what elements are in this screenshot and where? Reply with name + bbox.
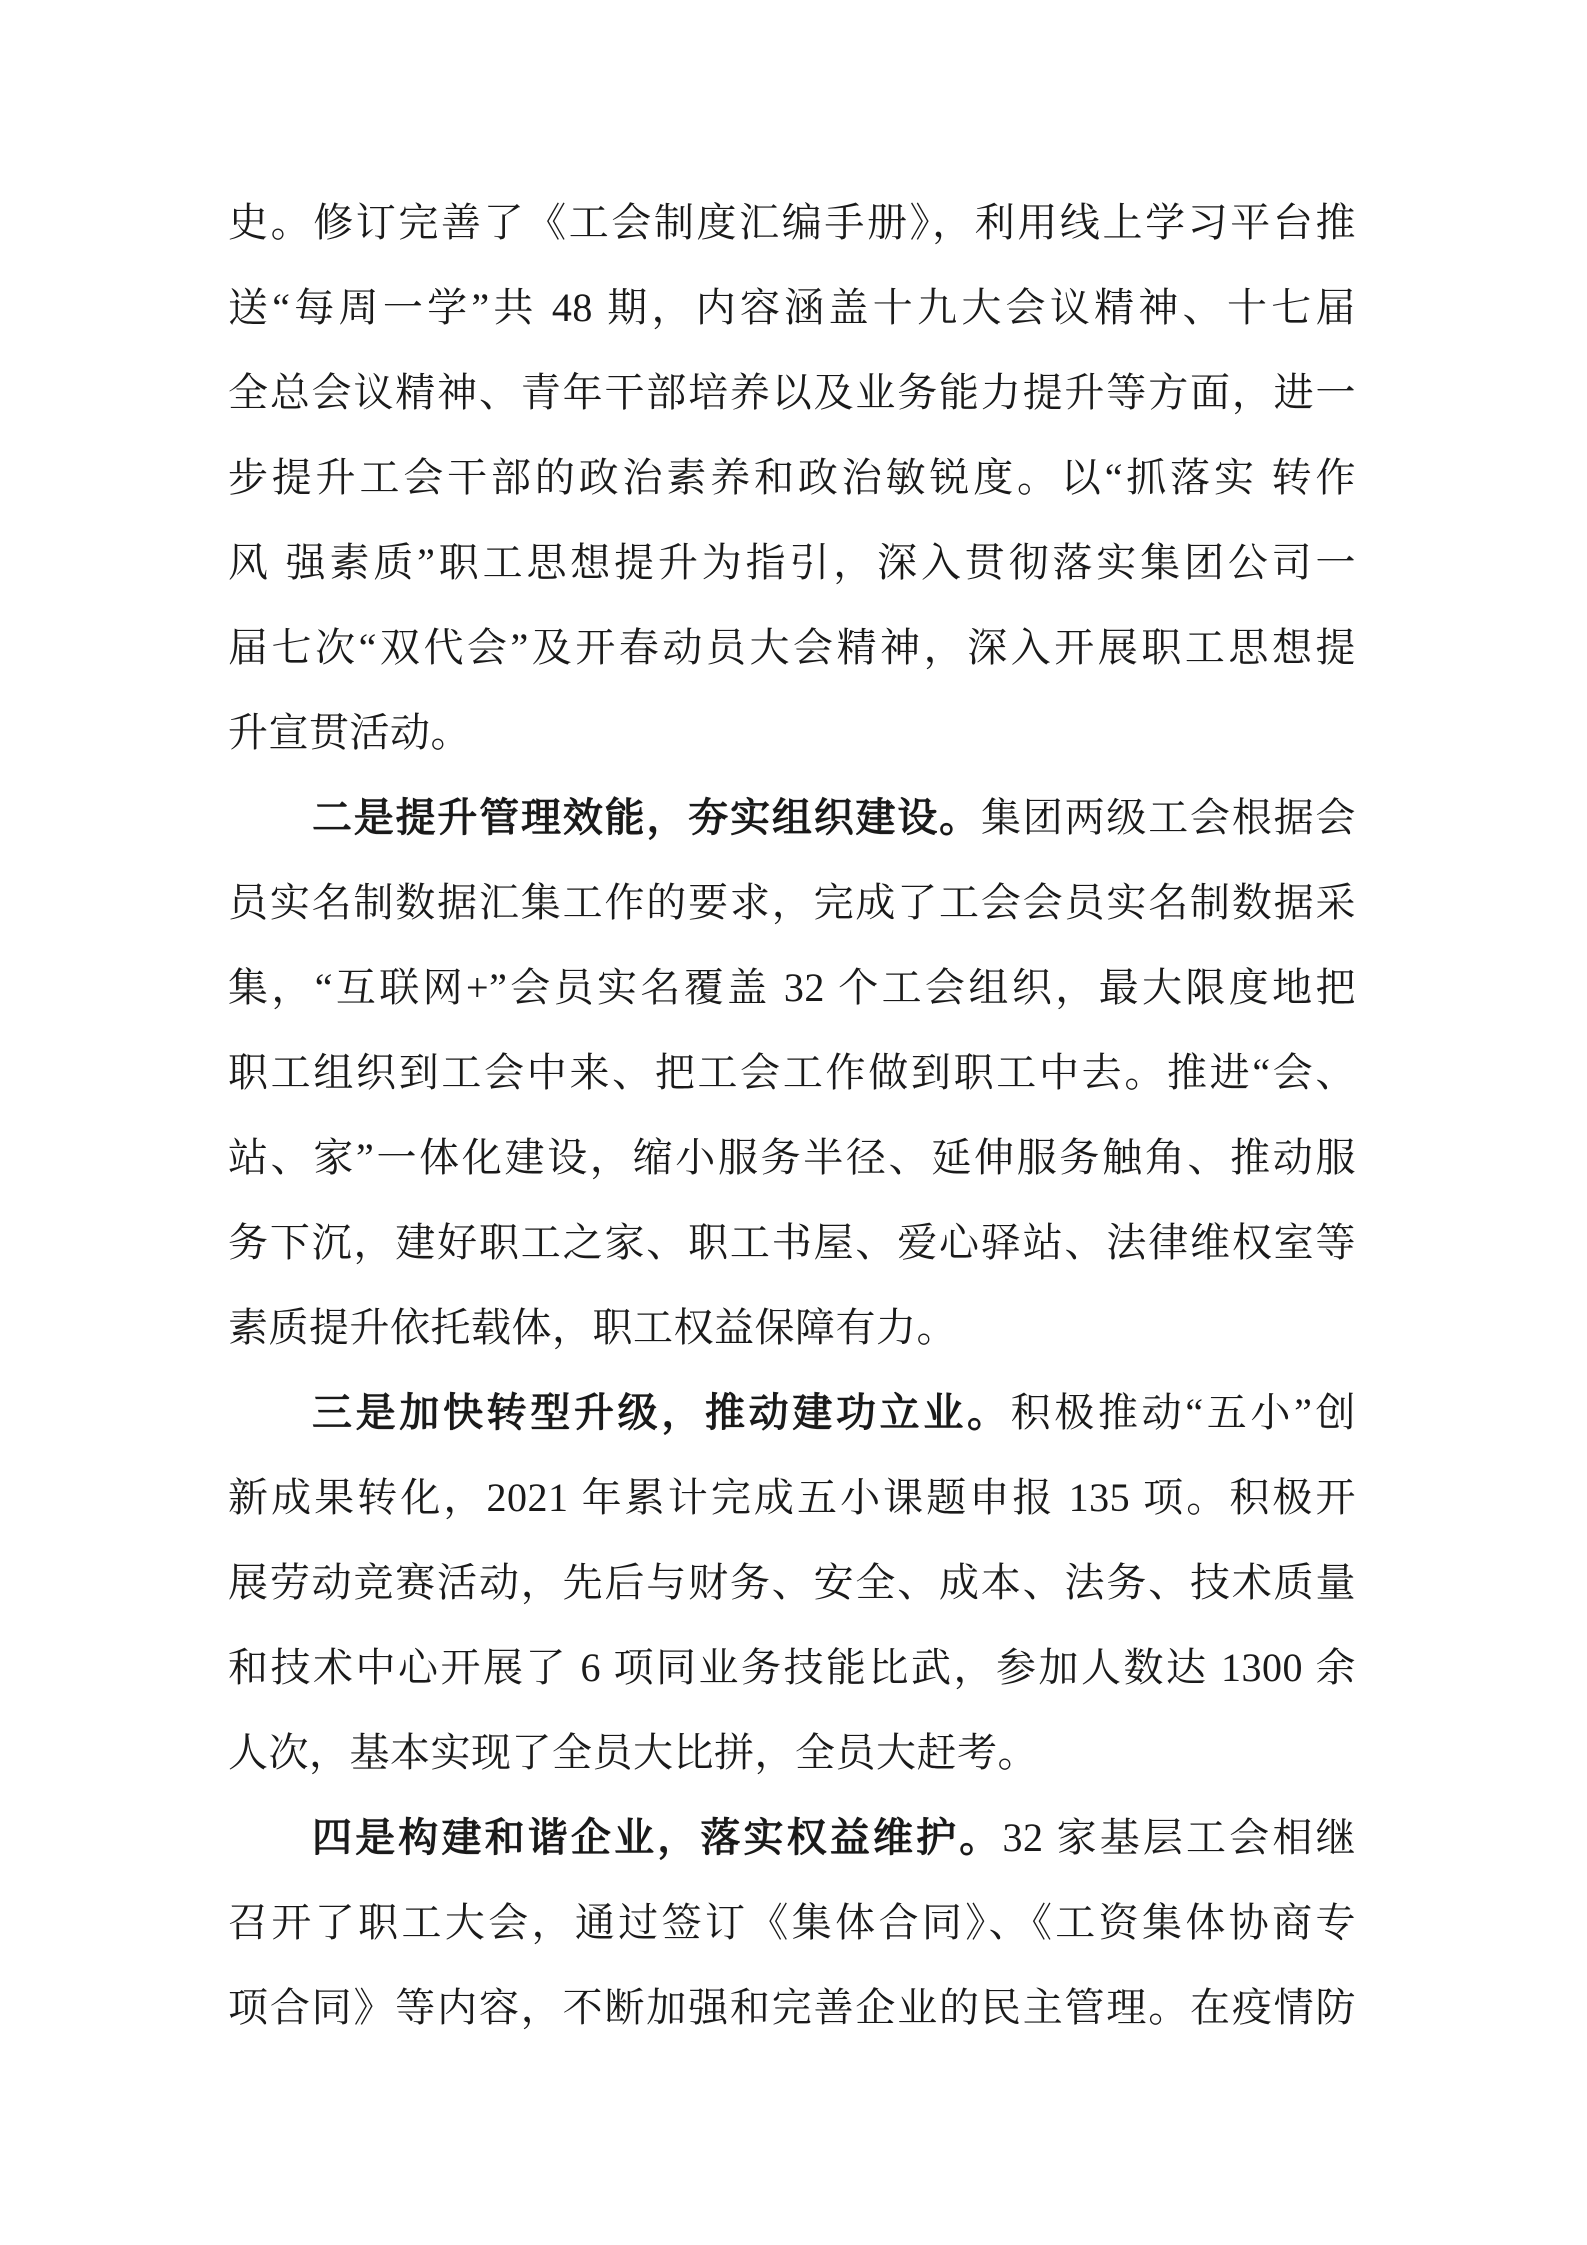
paragraph-lead-bold: 四是构建和谐企业，落实权益维护。 bbox=[312, 1815, 1003, 1860]
text-line bbox=[228, 775, 1356, 860]
text-line bbox=[228, 1455, 1356, 1540]
paragraph-text: 升宣贯活动。 bbox=[228, 710, 471, 755]
text-line bbox=[228, 1710, 1356, 1795]
text-line bbox=[228, 265, 1356, 350]
text-line bbox=[228, 690, 1356, 775]
document-body bbox=[228, 180, 1356, 2050]
paragraph-text: 步提升工会干部的政治素养和政治敏锐度。以“抓落实 转作 bbox=[228, 455, 1356, 500]
paragraph-text: 积极推动“五小”创 bbox=[1010, 1390, 1356, 1435]
text-line bbox=[228, 520, 1356, 605]
paragraph-text: 和技术中心开展了 6 项同业务技能比武，参加人数达 1300 余 bbox=[228, 1645, 1356, 1690]
paragraph-text: 站、家”一体化建设，缩小服务半径、延伸服务触角、推动服 bbox=[228, 1135, 1356, 1180]
paragraph-text: 人次，基本实现了全员大比拼，全员大赶考。 bbox=[228, 1730, 1038, 1775]
text-line bbox=[228, 1115, 1356, 1200]
text-line bbox=[228, 1795, 1356, 1880]
paragraph-text: 史。修订完善了《工会制度汇编手册》，利用线上学习平台推 bbox=[228, 200, 1356, 245]
paragraph-text: 风 强素质”职工思想提升为指引，深入贯彻落实集团公司一 bbox=[228, 540, 1356, 585]
paragraph-text: 素质提升依托载体，职工权益保障有力。 bbox=[228, 1305, 957, 1350]
text-line bbox=[228, 605, 1356, 690]
text-line bbox=[228, 1285, 1356, 1370]
paragraph-text: 项合同》等内容，不断加强和完善企业的民主管理。在疫情防 bbox=[228, 1985, 1356, 2030]
text-line bbox=[228, 1880, 1356, 1965]
text-line bbox=[228, 1370, 1356, 1455]
paragraph-text: 集，“互联网+”会员实名覆盖 32 个工会组织，最大限度地把 bbox=[228, 965, 1356, 1010]
paragraph-lead-bold: 三是加快转型升级，推动建功立业。 bbox=[312, 1390, 1011, 1435]
paragraph-text: 届七次“双代会”及开春动员大会精神，深入开展职工思想提 bbox=[228, 625, 1356, 670]
paragraph-text: 召开了职工大会，通过签订《集体合同》、《工资集体协商专 bbox=[228, 1900, 1356, 1945]
paragraph-text: 职工组织到工会中来、把工会工作做到职工中去。推进“会、 bbox=[228, 1050, 1356, 1095]
text-line bbox=[228, 435, 1356, 520]
text-line bbox=[228, 1965, 1356, 2050]
text-line bbox=[228, 1540, 1356, 1625]
paragraph-lead-bold: 二是提升管理效能，夯实组织建设。 bbox=[312, 795, 981, 840]
paragraph-text: 全总会议精神、青年干部培养以及业务能力提升等方面，进一 bbox=[228, 370, 1356, 415]
paragraph-text: 展劳动竞赛活动，先后与财务、安全、成本、法务、技术质量 bbox=[228, 1560, 1356, 1605]
paragraph-text: 32 家基层工会相继 bbox=[1002, 1815, 1356, 1860]
text-line bbox=[228, 180, 1356, 265]
text-line bbox=[228, 350, 1356, 435]
text-line bbox=[228, 1625, 1356, 1710]
text-line bbox=[228, 945, 1356, 1030]
paragraph-text: 务下沉，建好职工之家、职工书屋、爱心驿站、法律维权室等 bbox=[228, 1220, 1356, 1265]
paragraph-text: 集团两级工会根据会 bbox=[981, 795, 1356, 840]
text-line bbox=[228, 1200, 1356, 1285]
text-line bbox=[228, 860, 1356, 945]
paragraph-text: 送“每周一学”共 48 期，内容涵盖十九大会议精神、十七届 bbox=[228, 285, 1356, 330]
paragraph-text: 新成果转化，2021 年累计完成五小课题申报 135 项。积极开 bbox=[228, 1475, 1356, 1520]
text-line bbox=[228, 1030, 1356, 1115]
paragraph-text: 员实名制数据汇集工作的要求，完成了工会会员实名制数据采 bbox=[228, 880, 1356, 925]
